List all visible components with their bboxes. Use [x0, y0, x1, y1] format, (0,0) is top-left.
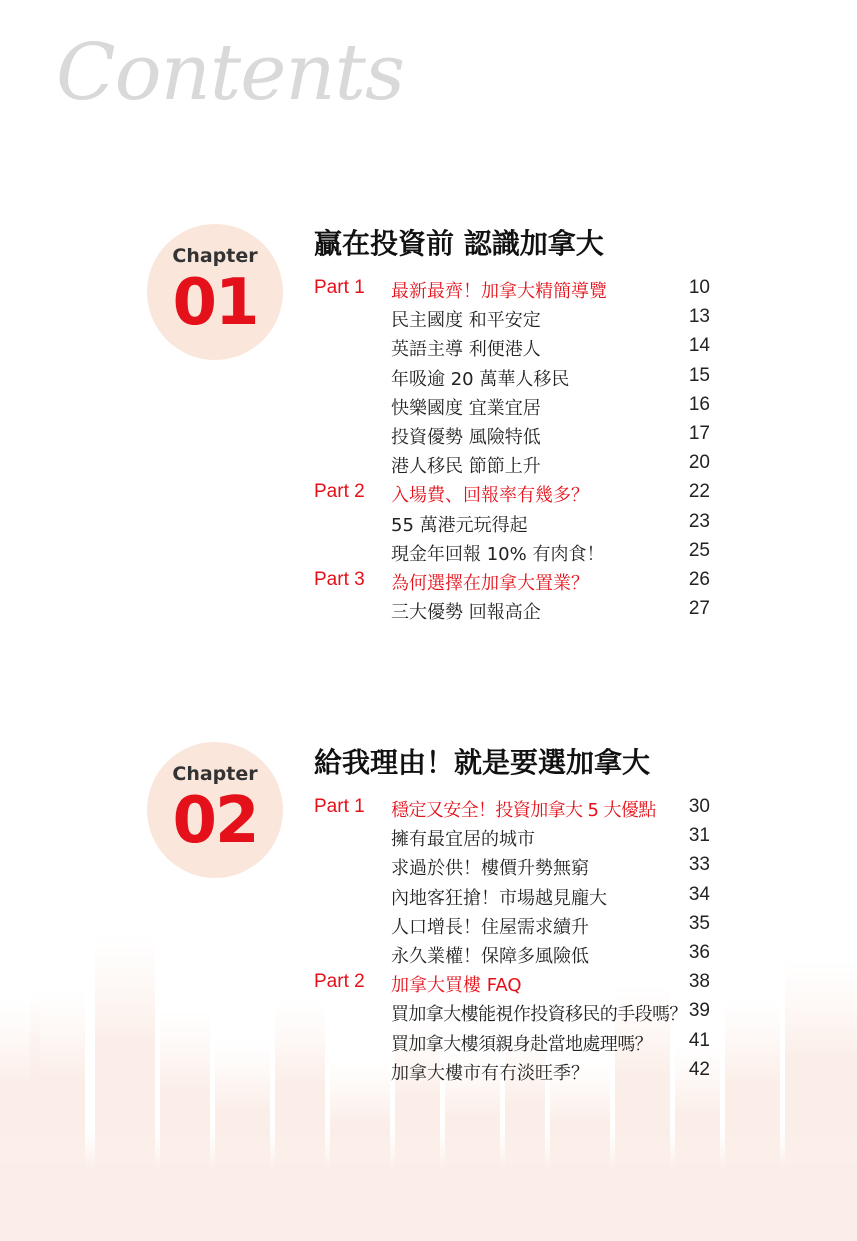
part-label: Part 2: [314, 481, 365, 503]
page-number: 39: [688, 1000, 710, 1022]
page-number: 34: [688, 883, 710, 905]
contents-heading: Contents: [56, 28, 404, 118]
entry-title: 年吸逾 20 萬華人移民: [391, 368, 570, 390]
chapter-badge: [147, 742, 283, 878]
part-label: Part 3: [314, 568, 365, 590]
chapter-number: 02: [172, 784, 258, 858]
page-number: 36: [688, 941, 710, 963]
entry-title: 人口增長！住屋需求續升: [391, 916, 589, 938]
toc-entry[interactable]: [314, 333, 714, 362]
toc-entry[interactable]: [314, 567, 714, 596]
entry-title: 民主國度 和平安定: [391, 310, 541, 332]
page-number: 31: [688, 825, 710, 847]
toc-entry[interactable]: [314, 596, 714, 625]
page-number: 22: [688, 481, 710, 503]
toc-entry[interactable]: [314, 479, 714, 508]
toc-entry[interactable]: [314, 304, 714, 333]
page-number: 17: [688, 422, 710, 444]
toc-entry[interactable]: [314, 911, 714, 940]
entry-title: 入場費、回報率有幾多？: [391, 485, 589, 507]
page-number: 38: [688, 971, 710, 993]
toc-entry[interactable]: [314, 363, 714, 392]
page-number: 14: [688, 335, 710, 357]
page-number: 25: [688, 539, 710, 561]
chapter-label: Chapter: [172, 763, 258, 785]
chapter-label: Chapter: [172, 245, 258, 267]
entry-title: 買加拿大樓須親身赴當地處理嗎？: [391, 1033, 652, 1055]
entry-title: 買加拿大樓能視作投資移民的手段嗎？: [391, 1004, 687, 1026]
chapter-badge: [147, 224, 283, 360]
entry-title: 加拿大樓市有冇淡旺季？: [391, 1062, 589, 1084]
toc-entry[interactable]: [314, 509, 714, 538]
toc-entry[interactable]: [314, 998, 714, 1027]
toc-entry[interactable]: [314, 450, 714, 479]
page-number: 10: [688, 277, 710, 298]
entry-title: 快樂國度 宜業宜居: [391, 397, 541, 419]
entry-title: 投資優勢 風險特低: [391, 426, 541, 448]
toc-entry[interactable]: [314, 969, 714, 998]
page-number: 35: [688, 912, 710, 934]
entry-title: 最新最齊！加拿大精簡導覽: [391, 281, 607, 302]
entry-title: 內地客狂搶！市場越見龐大: [391, 887, 607, 909]
toc-entry[interactable]: [314, 538, 714, 567]
entry-title: 現金年回報 10% 有肉食！: [391, 543, 605, 565]
chapter-2-toc: [314, 794, 714, 1086]
page-number: 16: [688, 393, 710, 415]
toc-entry[interactable]: [314, 882, 714, 911]
toc-entry[interactable]: [314, 794, 714, 823]
page-number: 20: [688, 452, 710, 474]
toc-entry[interactable]: [314, 852, 714, 881]
toc-entry[interactable]: [314, 392, 714, 421]
entry-title: 英語主導 利便港人: [391, 339, 541, 361]
entry-title: 穩定又安全！投資加拿大 5 大優點: [391, 800, 656, 821]
page-number: 13: [688, 306, 710, 328]
chapter-title: 贏在投資前 認識加拿大: [314, 227, 604, 260]
part-label: Part 1: [314, 277, 365, 298]
entry-title: 為何選擇在加拿大置業？: [391, 572, 589, 594]
page-number: 30: [688, 796, 710, 817]
entry-title: 擁有最宜居的城市: [391, 829, 535, 851]
page-number: 26: [688, 568, 710, 590]
page-number: 15: [688, 364, 710, 386]
page-number: 42: [688, 1058, 710, 1080]
entry-title: 加拿大買樓 FAQ: [391, 975, 522, 997]
entry-title: 永久業權！保障多風險低: [391, 945, 589, 967]
page-number: 41: [688, 1029, 710, 1051]
part-label: Part 1: [314, 796, 365, 817]
page-number: 27: [688, 598, 710, 620]
page-number: 23: [688, 510, 710, 532]
chapter-title: 給我理由！就是要選加拿大: [314, 746, 651, 779]
page-number: 33: [688, 854, 710, 876]
entry-title: 55 萬港元玩得起: [391, 514, 528, 536]
toc-entry[interactable]: [314, 421, 714, 450]
entry-title: 港人移民 節節上升: [391, 456, 541, 478]
chapter-number: 01: [172, 266, 258, 340]
part-label: Part 2: [314, 971, 365, 993]
toc-entry[interactable]: [314, 1057, 714, 1086]
entry-title: 三大優勢 回報高企: [391, 602, 541, 624]
toc-entry[interactable]: [314, 940, 714, 969]
toc-entry[interactable]: [314, 1028, 714, 1057]
entry-title: 求過於供！樓價升勢無窮: [391, 858, 589, 880]
toc-entry[interactable]: [314, 823, 714, 852]
toc-entry[interactable]: [314, 275, 714, 304]
chapter-1-toc: [314, 275, 714, 625]
